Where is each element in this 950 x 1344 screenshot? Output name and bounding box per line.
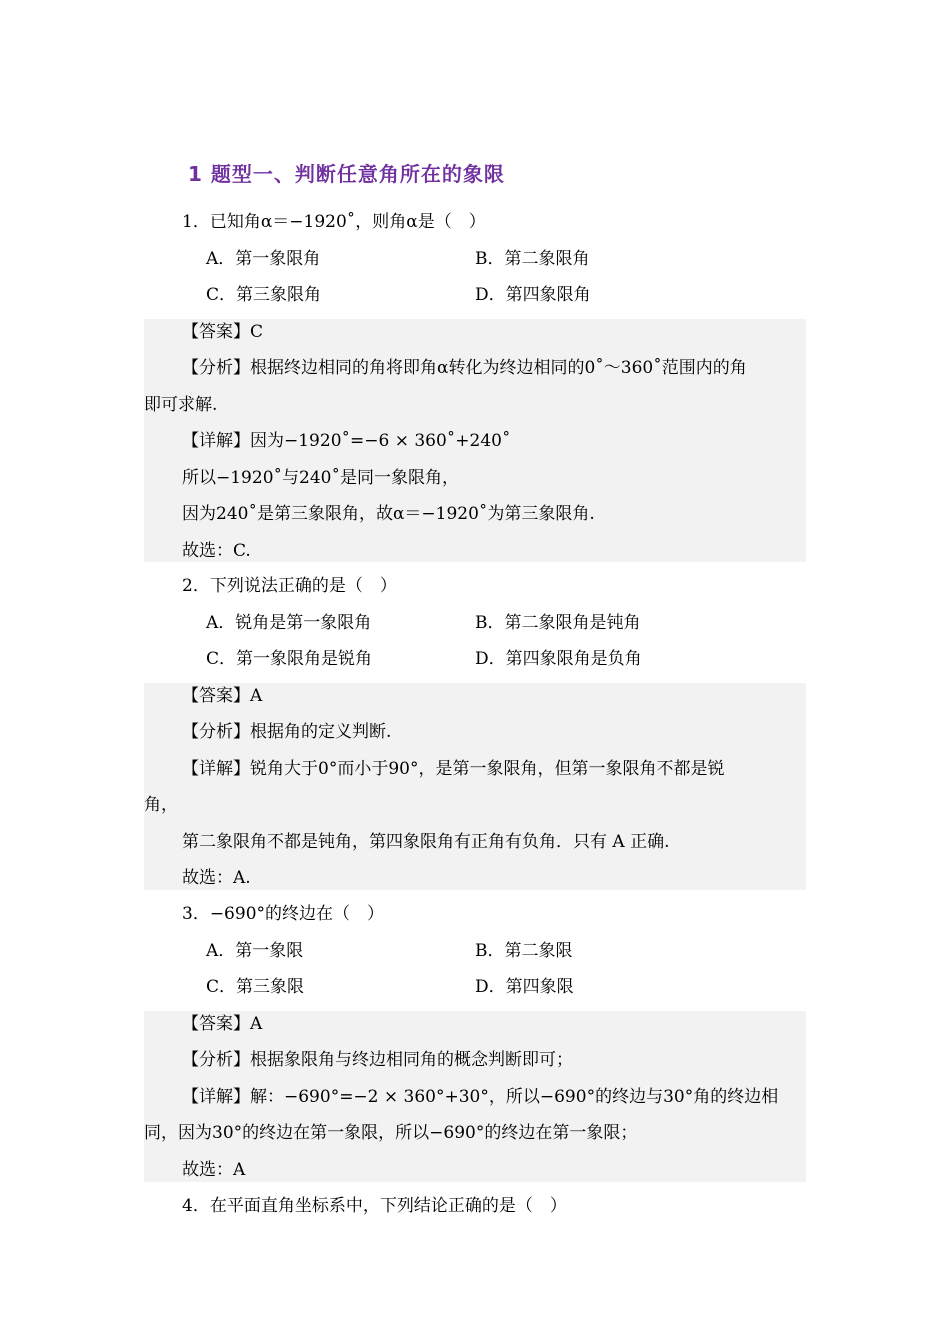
q3-option-b: B．第二象限 <box>475 941 573 961</box>
q1-detail-line-2: 所以−1920˚与240˚是同一象限角， <box>182 468 459 488</box>
question-3-stem: 3．−690°的终边在（ ） <box>182 904 385 924</box>
question-1-stem: 1．已知角α＝−1920˚，则角α是（ ） <box>182 212 486 232</box>
question-4-stem: 4．在平面直角坐标系中，下列结论正确的是（ ） <box>182 1196 567 1216</box>
q2-option-c: C．第一象限角是锐角 <box>206 649 373 669</box>
q2-detail-line-3: 第二象限角不都是钝角，第四象限角有正角有负角．只有 A 正确. <box>182 832 670 852</box>
q3-option-a: A．第一象限 <box>206 941 304 961</box>
question-2-stem: 2．下列说法正确的是（ ） <box>182 576 397 596</box>
q2-option-a: A．锐角是第一象限角 <box>206 613 372 633</box>
q3-detail-cont: 同，因为30°的终边在第一象限，所以−690°的终边在第一象限； <box>144 1123 638 1143</box>
q1-option-a: A．第一象限角 <box>206 249 321 269</box>
q1-answer: 【答案】C <box>182 322 264 342</box>
q3-choice: 故选：A <box>182 1160 246 1180</box>
q3-option-c: C．第三象限 <box>206 977 305 997</box>
q2-answer: 【答案】A <box>182 686 263 706</box>
q1-detail: 【详解】因为−1920˚=−6 × 360˚+240˚ <box>182 431 511 451</box>
q1-option-c: C．第三象限角 <box>206 285 322 305</box>
q3-detail: 【详解】解：−690°=−2 × 360°+30°，所以−690°的终边与30°角的终边相 <box>182 1087 779 1107</box>
q2-option-b: B．第二象限角是钝角 <box>475 613 641 633</box>
q3-answer: 【答案】A <box>182 1014 263 1034</box>
q2-analysis: 【分析】根据角的定义判断. <box>182 722 392 742</box>
q1-analysis-cont: 即可求解. <box>144 395 218 415</box>
q1-choice: 故选：C. <box>182 541 251 561</box>
q2-detail-cont: 角， <box>144 795 178 815</box>
q2-choice: 故选：A. <box>182 868 251 888</box>
q2-option-d: D．第四象限角是负角 <box>475 649 642 669</box>
q3-analysis: 【分析】根据象限角与终边相同角的概念判断即可； <box>182 1050 573 1070</box>
q1-detail-line-3: 因为240˚是第三象限角，故α＝−1920˚为第三象限角. <box>182 504 595 524</box>
section-heading: 1 题型一、判断任意角所在的象限 <box>188 162 505 186</box>
q3-option-d: D．第四象限 <box>475 977 574 997</box>
q1-option-d: D．第四象限角 <box>475 285 591 305</box>
q3-solution-box <box>144 1011 806 1182</box>
q2-solution-box <box>144 683 806 890</box>
q1-analysis: 【分析】根据终边相同的角将即角α转化为终边相同的0˚～360˚范围内的角 <box>182 358 747 378</box>
q2-detail: 【详解】锐角大于0°而小于90°，是第一象限角，但第一象限角不都是锐 <box>182 759 725 779</box>
q1-solution-box <box>144 319 806 562</box>
q1-option-b: B．第二象限角 <box>475 249 590 269</box>
